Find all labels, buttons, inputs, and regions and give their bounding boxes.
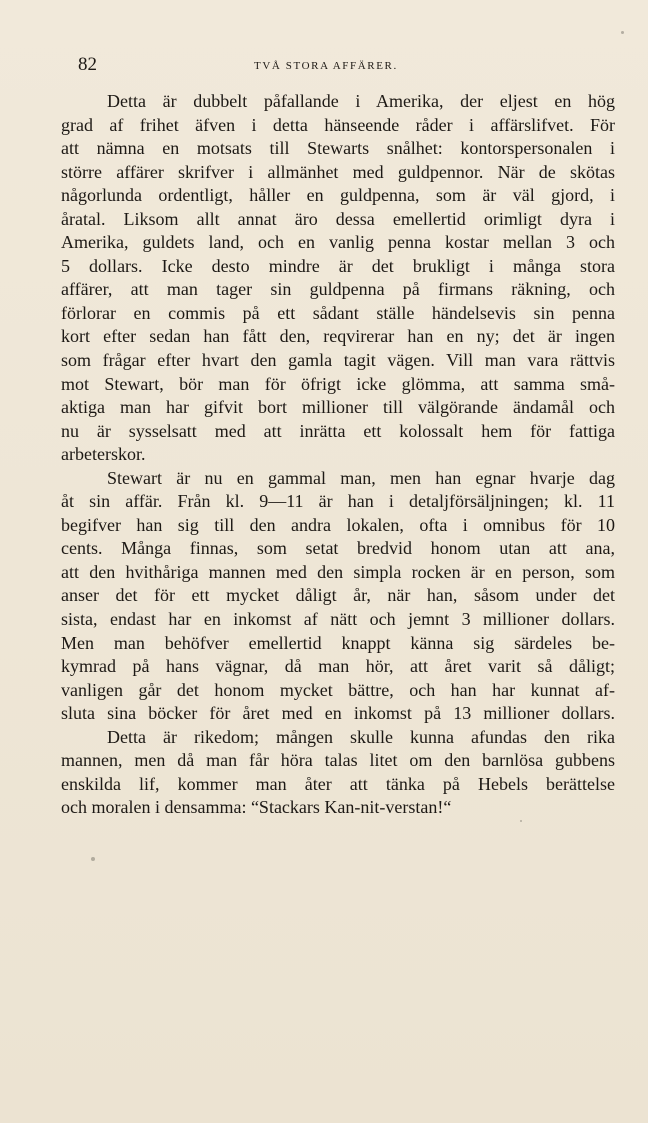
body-text: [61, 90, 615, 820]
text-line: cents. Många finnas, som setat bredvid honom utan att ana,: [61, 538, 615, 559]
text-line: Men man behöfver emellertid knappt känna sig särdeles be-: [61, 632, 615, 653]
text-line: Stewart är nu en gammal man, men han egnar hvarje dag: [107, 467, 615, 488]
text-line: mot Stewart, bör man för öfrigt icke glömma, att samma små-: [61, 373, 615, 394]
text-line: sista, endast har en inkomst af nätt och jemnt 3 millioner dollars.: [61, 609, 615, 630]
text-line: aktiga man har gifvit bort millioner till välgörande ändamål och: [61, 397, 615, 418]
text-line: grad af frihet äfven i detta hänseende råder i affärslifvet. För: [61, 114, 615, 135]
page-number: 82: [78, 54, 97, 75]
text-line: 5 dollars. Icke desto mindre är det brukligt i många stora: [61, 255, 615, 276]
running-head: [0, 53, 648, 77]
text-line: att nämna en motsats till Stewarts snålhet: kontorspersonalen i: [61, 138, 615, 159]
text-line: arbeterskor.: [61, 444, 146, 465]
text-line: kymrad på hans vägnar, då man hör, att året varit så dåligt;: [61, 656, 615, 677]
text-line: större affärer skrifver i allmänhet med guldpennor. När de skötas: [61, 161, 615, 182]
text-line: Detta är dubbelt påfallande i Amerika, der eljest en hög: [107, 91, 615, 111]
text-line: anser det för ett mycket dåligt år, när han, såsom under det: [61, 585, 615, 606]
text-line: förlorar en commis på ett sådant ställe händelsevis sin penna: [61, 302, 615, 323]
paper-speck: [621, 31, 624, 34]
running-head-title: TVÅ STORA AFFÄRER.: [254, 60, 398, 72]
text-line: affärer, att man tager sin guldpenna på firmans räkning, och: [61, 279, 615, 300]
text-line: begifver han sig till den andra lokalen, ofta i omnibus för 10: [61, 514, 615, 535]
text-line: åratal. Liksom allt annat äro dessa emellertid orimligt dyra i: [61, 208, 615, 229]
text-line: och moralen i densamma: “Stackars Kan-nit-verstan!“: [61, 797, 452, 818]
text-line: kort efter sedan han fått den, reqvirerar han en ny; det är ingen: [61, 326, 615, 347]
text-line: sluta sina böcker för året med en inkomst på 13 millioner dollars.: [61, 703, 615, 724]
paper-speck: [520, 820, 522, 822]
text-line: att den hvithåriga mannen med den simpla rocken är en person, som: [61, 561, 615, 582]
paper-speck: [91, 857, 95, 861]
text-line: Detta är rikedom; mången skulle kunna afundas den rika: [107, 726, 615, 747]
text-line: som frågar efter hvart den gamla tagit vägen. Vill man vara rättvis: [61, 350, 615, 371]
text-line: mannen, men då man får höra talas litet om den barnlösa gubbens: [61, 750, 615, 771]
text-line: Amerika, guldets land, och en vanlig penna kostar mellan 3 och: [61, 232, 615, 253]
text-line: enskilda lif, kommer man åter att tänka på Hebels berättelse: [61, 773, 615, 794]
text-line: någorlunda ordentligt, håller en guldpenna, som är väl gjord, i: [61, 185, 615, 206]
text-line: vanligen går det honom mycket bättre, och han har kunnat af-: [61, 679, 615, 700]
text-line: åt sin affär. Från kl. 9—11 är han i detaljförsäljningen; kl. 11: [61, 491, 615, 512]
text-line: nu är sysselsatt med att inrätta ett kolossalt hem för fattiga: [61, 420, 615, 441]
